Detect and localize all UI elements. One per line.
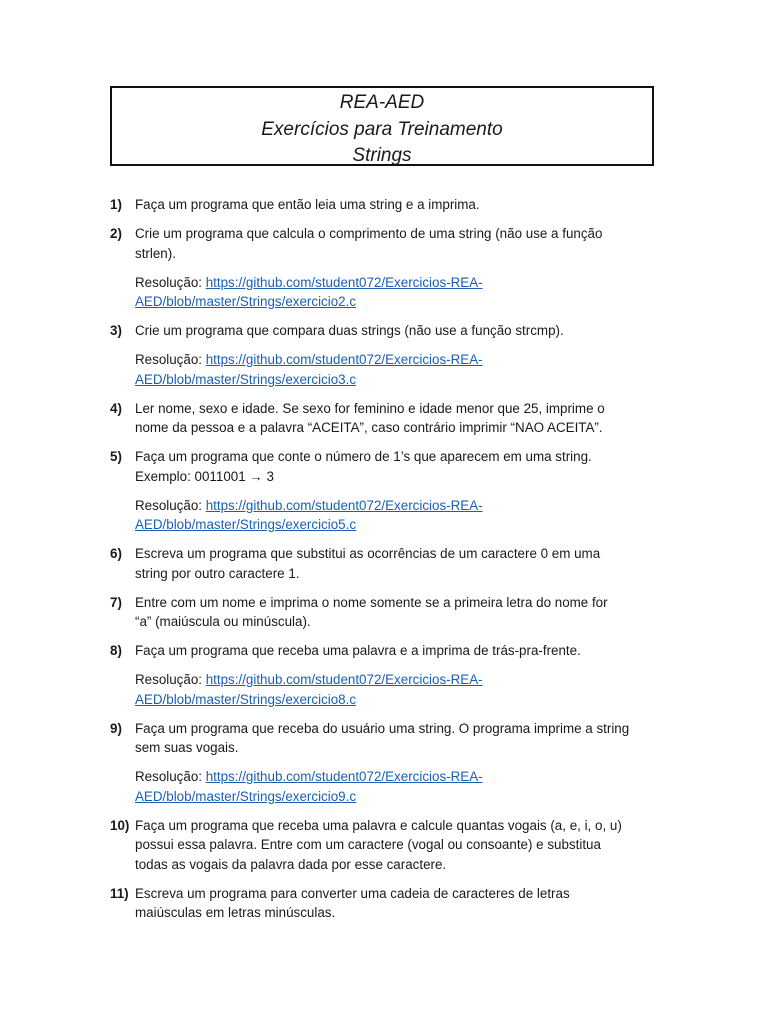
arrow-right-icon: → <box>249 468 263 484</box>
resolution-link[interactable]: https://github.com/student072/Exercicios-REA- <box>205 497 483 513</box>
exercise-item <box>110 447 662 535</box>
exercise-line: Escreva um programa para converter uma cadeia de caracteres de letras <box>135 885 570 901</box>
exercise-item <box>110 321 662 389</box>
exercise-line: Crie um programa que calcula o comprimento de uma string (não use a função <box>135 226 603 241</box>
exercise-item <box>110 224 662 312</box>
exercise-line: string por outro caractere 1. <box>135 565 300 581</box>
exercise-text <box>135 321 662 389</box>
resolution-block <box>135 496 662 535</box>
exercise-text <box>135 224 662 312</box>
exercise-line: Escreva um programa que substitui as ocorrências de um caractere 0 em uma <box>135 546 601 561</box>
exercise-line: possui essa palavra. Entre com um caractere (vogal ou consoante) e substitua <box>135 837 601 852</box>
exercise-number: 2) <box>110 226 122 241</box>
resolution-block <box>135 670 662 709</box>
resolution-link[interactable]: https://github.com/student072/Exercicios-REA- <box>205 672 483 687</box>
exercise-number: 5) <box>110 449 122 464</box>
exercise-text <box>135 593 662 632</box>
exercise-item <box>110 195 662 215</box>
resolution-label: Resolução: <box>135 352 206 367</box>
exercise-line: Faça um programa que então leia uma string e a imprima. <box>135 197 480 212</box>
resolution-link[interactable]: https://github.com/student072/Exercicios-REA- <box>205 274 483 290</box>
example-line <box>135 467 662 487</box>
resolution-line <box>135 690 662 710</box>
exercise-number: 11) <box>110 885 129 901</box>
exercise-item <box>110 593 662 632</box>
exercise-number: 7) <box>110 594 122 610</box>
exercise-line: Faça um programa que receba do usuário uma string. O programa imprime a string <box>135 720 630 736</box>
exercise-line: “a” (maiúscula ou minúscula). <box>135 614 311 629</box>
exercise-line: Faça um programa que receba uma palavra e a imprima de trás-pra-frente. <box>135 643 581 658</box>
exercise-item <box>110 399 662 438</box>
topic-title: Strings <box>352 145 412 166</box>
exercise-text <box>135 447 662 535</box>
exercise-line: Crie um programa que compara duas strings (não use a função strcmp). <box>135 323 564 338</box>
exercise-number: 4) <box>110 400 122 416</box>
exercise-number: 10) <box>110 817 130 833</box>
exercise-line: Ler nome, sexo e idade. Se sexo for feminino e idade menor que 25, imprime o <box>135 400 605 416</box>
exercise-text <box>135 816 662 875</box>
resolution-line <box>135 496 662 516</box>
resolution-label: Resolução: <box>135 274 206 290</box>
exercise-number: 3) <box>110 323 122 338</box>
exercise-list <box>110 195 662 932</box>
resolution-link[interactable]: https://github.com/student072/Exercicios-REA- <box>205 352 483 367</box>
resolution-line <box>135 370 662 390</box>
exercise-line: Entre com um nome e imprima o nome somente se a primeira letra do nome for <box>135 594 608 610</box>
title-box <box>110 86 654 166</box>
exercise-line: strlen). <box>135 245 176 261</box>
exercise-line: nome da pessoa e a palavra “ACEITA”, caso contrário imprimir “NAO ACEITA”. <box>135 420 603 435</box>
exercise-number: 1) <box>110 197 122 212</box>
exercise-line: maiúsculas em letras minúsculas. <box>135 905 336 920</box>
document-title: Exercícios para Treinamento <box>261 118 503 140</box>
exercise-item <box>110 816 662 875</box>
resolution-block <box>135 767 662 806</box>
resolution-link[interactable]: https://github.com/student072/Exercicios-REA- <box>205 769 483 784</box>
exercise-item <box>110 719 662 807</box>
resolution-block <box>135 350 662 389</box>
exercise-number: 6) <box>110 546 122 561</box>
resolution-link[interactable]: AED/blob/master/Strings/exercicio3.c <box>135 371 357 387</box>
resolution-link[interactable]: AED/blob/master/Strings/exercicio2.c <box>135 294 357 309</box>
example-output: 3 <box>262 468 274 484</box>
resolution-line <box>135 787 662 807</box>
exercise-text <box>135 884 662 923</box>
resolution-line <box>135 767 662 787</box>
exercise-line: Faça um programa que receba uma palavra e calcule quantas vogais (a, e, i, o, u) <box>135 817 622 833</box>
resolution-link[interactable]: AED/blob/master/Strings/exercicio8.c <box>135 691 357 707</box>
exercise-item <box>110 544 662 583</box>
exercise-number: 9) <box>110 720 122 736</box>
resolution-label: Resolução: <box>135 497 206 513</box>
exercise-line: todas as vogais da palavra dada por esse caractere. <box>135 856 447 872</box>
exercise-line: sem suas vogais. <box>135 740 239 755</box>
resolution-line <box>135 515 662 535</box>
resolution-link[interactable]: AED/blob/master/Strings/exercicio5.c <box>135 517 357 532</box>
example-input: Exemplo: 0011001 <box>135 468 250 484</box>
exercise-number: 8) <box>110 643 122 658</box>
resolution-line <box>135 670 662 690</box>
resolution-block <box>135 273 662 312</box>
resolution-label: Resolução: <box>135 672 206 687</box>
exercise-text <box>135 195 662 215</box>
course-title: REA-AED <box>339 92 425 113</box>
exercise-line: Faça um programa que conte o número de 1’s que aparecem em uma string. <box>135 449 592 464</box>
resolution-line <box>135 273 662 293</box>
resolution-line <box>135 350 662 370</box>
exercise-item <box>110 884 662 923</box>
resolution-label: Resolução: <box>135 769 206 784</box>
exercise-item <box>110 641 662 709</box>
exercise-text <box>135 719 662 807</box>
exercise-text <box>135 544 662 583</box>
exercise-text <box>135 641 662 709</box>
resolution-line <box>135 292 662 312</box>
resolution-link[interactable]: AED/blob/master/Strings/exercicio9.c <box>135 788 357 804</box>
exercise-text <box>135 399 662 438</box>
